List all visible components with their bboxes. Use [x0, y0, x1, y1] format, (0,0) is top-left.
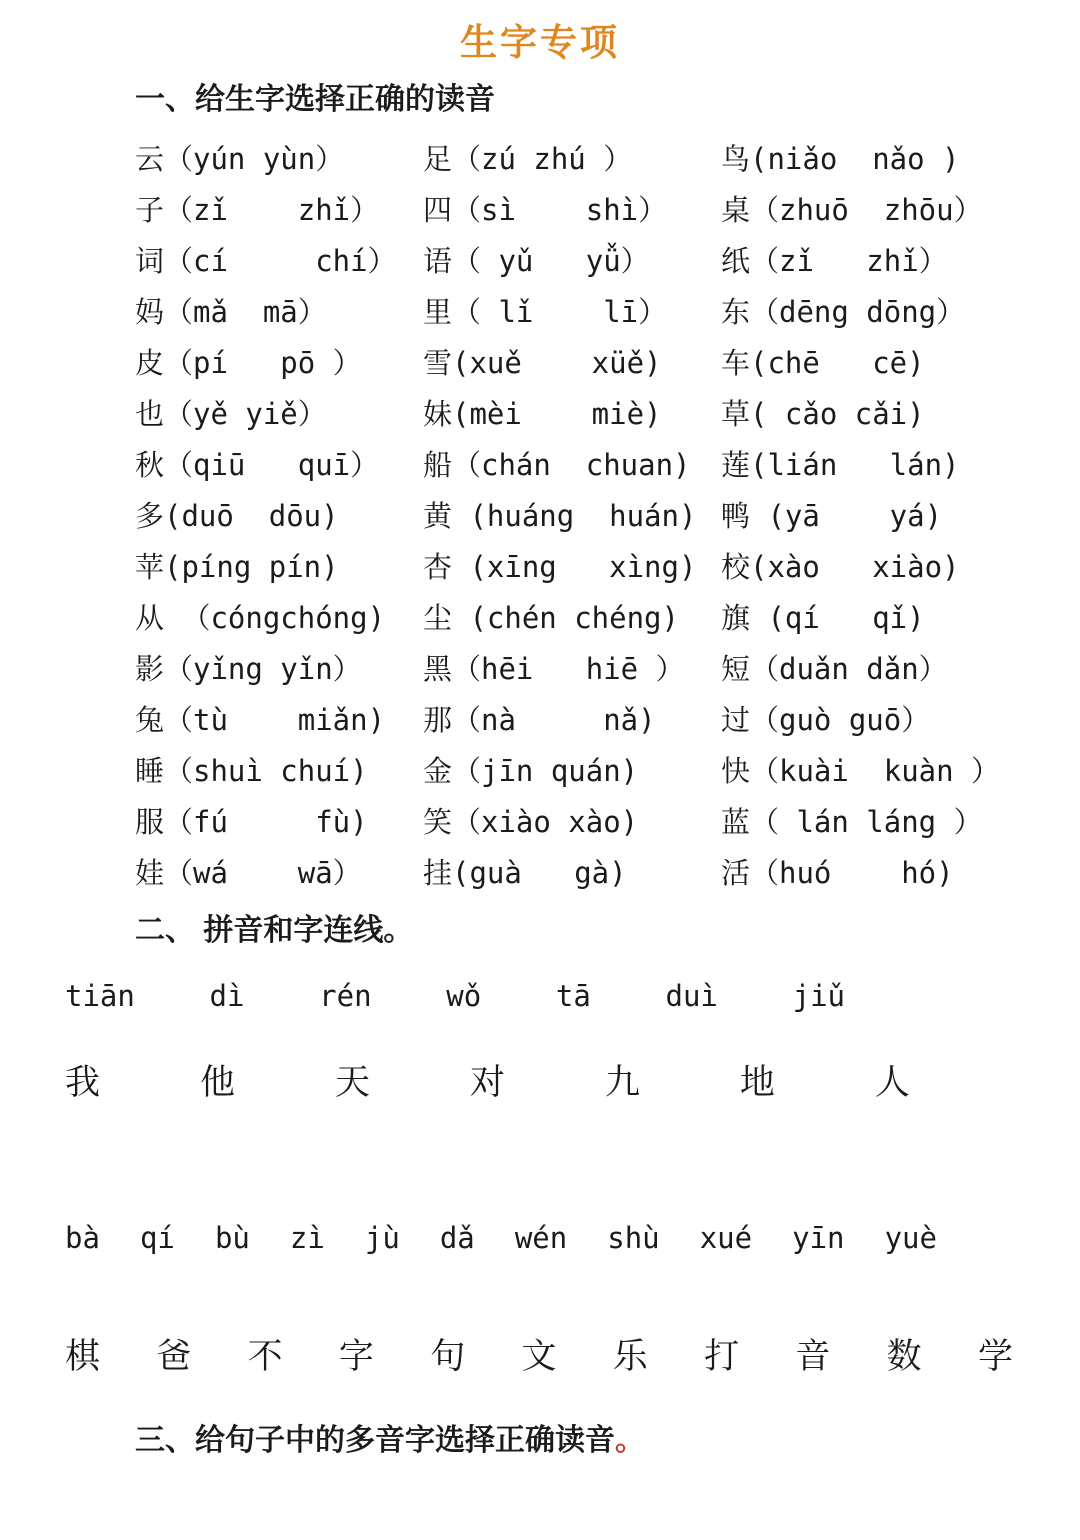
- character-item: 打: [704, 1337, 740, 1377]
- pronunciation-cell: 黑（hēi hiē ）: [423, 652, 685, 686]
- pronunciation-cell: 妈（mǎ mā）: [135, 295, 327, 329]
- pronunciation-cell: 莲(lián lán): [721, 448, 960, 482]
- character-item: 九: [604, 1063, 640, 1103]
- pronunciation-cell: 旗 (qí qǐ): [721, 601, 925, 635]
- pronunciation-cell: 皮（pí pō ）: [135, 346, 362, 380]
- pinyin-item: shù: [607, 1221, 660, 1255]
- pronunciation-cell: 桌（zhuō zhōu）: [721, 193, 983, 227]
- pronunciation-cell: 校(xào xiào): [721, 550, 960, 584]
- character-item: 字: [338, 1337, 374, 1377]
- pronunciation-cell: 睡（shuì chuí): [135, 754, 368, 788]
- pronunciation-cell: 从 （cóngchóng): [135, 601, 386, 635]
- pinyin-item: yuè: [884, 1221, 937, 1255]
- character-item: 棋: [65, 1337, 101, 1377]
- pronunciation-cell: 短（duǎn dǎn）: [721, 652, 948, 686]
- character-row-2: [65, 1329, 1013, 1379]
- pinyin-item: xué: [699, 1221, 753, 1255]
- table-row: [135, 744, 1080, 795]
- pronunciation-cell: 子（zǐ zhǐ）: [135, 193, 380, 227]
- pronunciation-cell: 足（zú zhú ）: [423, 142, 633, 176]
- pronunciation-cell: 四（sì shì）: [423, 193, 668, 227]
- table-row: [135, 234, 1080, 285]
- table-row: [135, 336, 1080, 387]
- pinyin-item: wén: [514, 1221, 568, 1255]
- pronunciation-cell: 过（guò guō）: [721, 703, 931, 737]
- character-item: 爸: [156, 1337, 192, 1377]
- section-2-heading: 二、 拼音和字连线。: [135, 914, 414, 947]
- red-period: 。: [615, 1424, 645, 1457]
- pronunciation-cell: 苹(píng pín): [135, 550, 339, 584]
- pronunciation-cell: 雪(xuě xüě): [423, 346, 662, 380]
- character-item: 学: [977, 1337, 1013, 1377]
- pronunciation-cell: 服（fú fù): [135, 805, 368, 839]
- pronunciation-cell: 金（jīn quán): [423, 754, 639, 788]
- pronunciation-cell: 影（yǐng yǐn）: [135, 652, 362, 686]
- pronunciation-cell: 笑（xiào xào): [423, 805, 639, 839]
- character-item: 我: [65, 1063, 101, 1103]
- pronunciation-cell: 挂(guà gà): [423, 856, 627, 890]
- character-item: 人: [874, 1063, 910, 1103]
- character-item: 地: [739, 1063, 775, 1103]
- pinyin-item: tā: [555, 979, 591, 1013]
- pronunciation-cell: 兔（tù miǎn): [135, 703, 386, 737]
- pinyin-item: zì: [289, 1221, 325, 1255]
- character-item: 对: [469, 1063, 505, 1103]
- table-row: [135, 183, 1080, 234]
- table-row: [135, 438, 1080, 489]
- section-3-heading-text: 三、给句子中的多音字选择正确读音: [135, 1424, 615, 1457]
- pinyin-item: jiǔ: [792, 979, 845, 1013]
- character-item: 天: [334, 1063, 370, 1103]
- pinyin-item: yīn: [792, 1221, 845, 1255]
- pronunciation-cell: 里（ lǐ lī）: [423, 295, 668, 329]
- table-row: [135, 795, 1080, 846]
- character-item: 数: [886, 1337, 922, 1377]
- table-row: [135, 540, 1080, 591]
- character-row-1: [65, 1055, 910, 1105]
- character-item: 乐: [612, 1337, 648, 1377]
- pinyin-row-2: [65, 1221, 937, 1255]
- pronunciation-cell: 纸（zǐ zhǐ）: [721, 244, 948, 278]
- pronunciation-cell: 尘 (chén chéng): [423, 601, 679, 635]
- table-row: [135, 132, 1080, 183]
- pinyin-item: dì: [209, 979, 245, 1013]
- pronunciation-cell: 那（nà nǎ): [423, 703, 656, 737]
- section-3-heading: [135, 1415, 1080, 1459]
- pronunciation-cell: 黄 (huáng huán): [423, 499, 697, 533]
- pronunciation-cell: 活（huó hó): [721, 856, 954, 890]
- page-title: 生字专项: [460, 22, 620, 63]
- pronunciation-cell: 船（chán chuan): [423, 448, 691, 482]
- pronunciation-cell: 杏 (xīng xìng): [423, 550, 697, 584]
- character-item: 句: [430, 1337, 466, 1377]
- pronunciation-cell: 鸭 (yā yá): [721, 499, 943, 533]
- table-row: [135, 642, 1080, 693]
- pronunciation-cell: 鸟(niǎo nǎo ): [721, 142, 960, 176]
- pronunciation-cell: 语（ yǔ yǚ）: [423, 244, 650, 278]
- pinyin-item: qí: [139, 1221, 175, 1255]
- character-item: 音: [795, 1337, 831, 1377]
- character-item: 不: [247, 1337, 283, 1377]
- pinyin-row-1: [65, 979, 845, 1013]
- table-row: [135, 591, 1080, 642]
- pronunciation-cell: 云（yún yùn）: [135, 142, 345, 176]
- table-row: [135, 285, 1080, 336]
- pinyin-item: dǎ: [439, 1221, 475, 1255]
- pinyin-item: jù: [364, 1221, 400, 1255]
- pinyin-item: bà: [65, 1221, 100, 1255]
- pronunciation-cell: 快（kuài kuàn ）: [721, 754, 1001, 788]
- table-row: [135, 846, 1080, 897]
- section-1-heading: 一、给生字选择正确的读音: [135, 83, 495, 116]
- pinyin-item: rén: [319, 979, 372, 1013]
- pronunciation-cell: 也（yě yiě）: [135, 397, 327, 431]
- pronunciation-cell: 多(duō dōu): [135, 499, 339, 533]
- pinyin-item: duì: [665, 979, 718, 1013]
- pronunciation-cell: 娃（wá wā）: [135, 856, 362, 890]
- pronunciation-table: [135, 132, 1080, 897]
- pronunciation-cell: 词（cí chí）: [135, 244, 397, 278]
- character-item: 文: [521, 1337, 557, 1377]
- pinyin-item: wǒ: [446, 979, 482, 1013]
- pinyin-item: tiān: [65, 979, 135, 1013]
- table-row: [135, 693, 1080, 744]
- character-item: 他: [199, 1063, 235, 1103]
- table-row: [135, 489, 1080, 540]
- pronunciation-cell: 东（dēng dōng）: [721, 295, 966, 329]
- table-row: [135, 387, 1080, 438]
- pronunciation-cell: 蓝（ lán láng ）: [721, 805, 983, 839]
- pronunciation-cell: 秋（qiū quī）: [135, 448, 380, 482]
- pronunciation-cell: 车(chē cē): [721, 346, 925, 380]
- pinyin-item: bù: [214, 1221, 250, 1255]
- pronunciation-cell: 妹(mèi miè): [423, 397, 662, 431]
- pronunciation-cell: 草( cǎo cǎi): [721, 397, 925, 431]
